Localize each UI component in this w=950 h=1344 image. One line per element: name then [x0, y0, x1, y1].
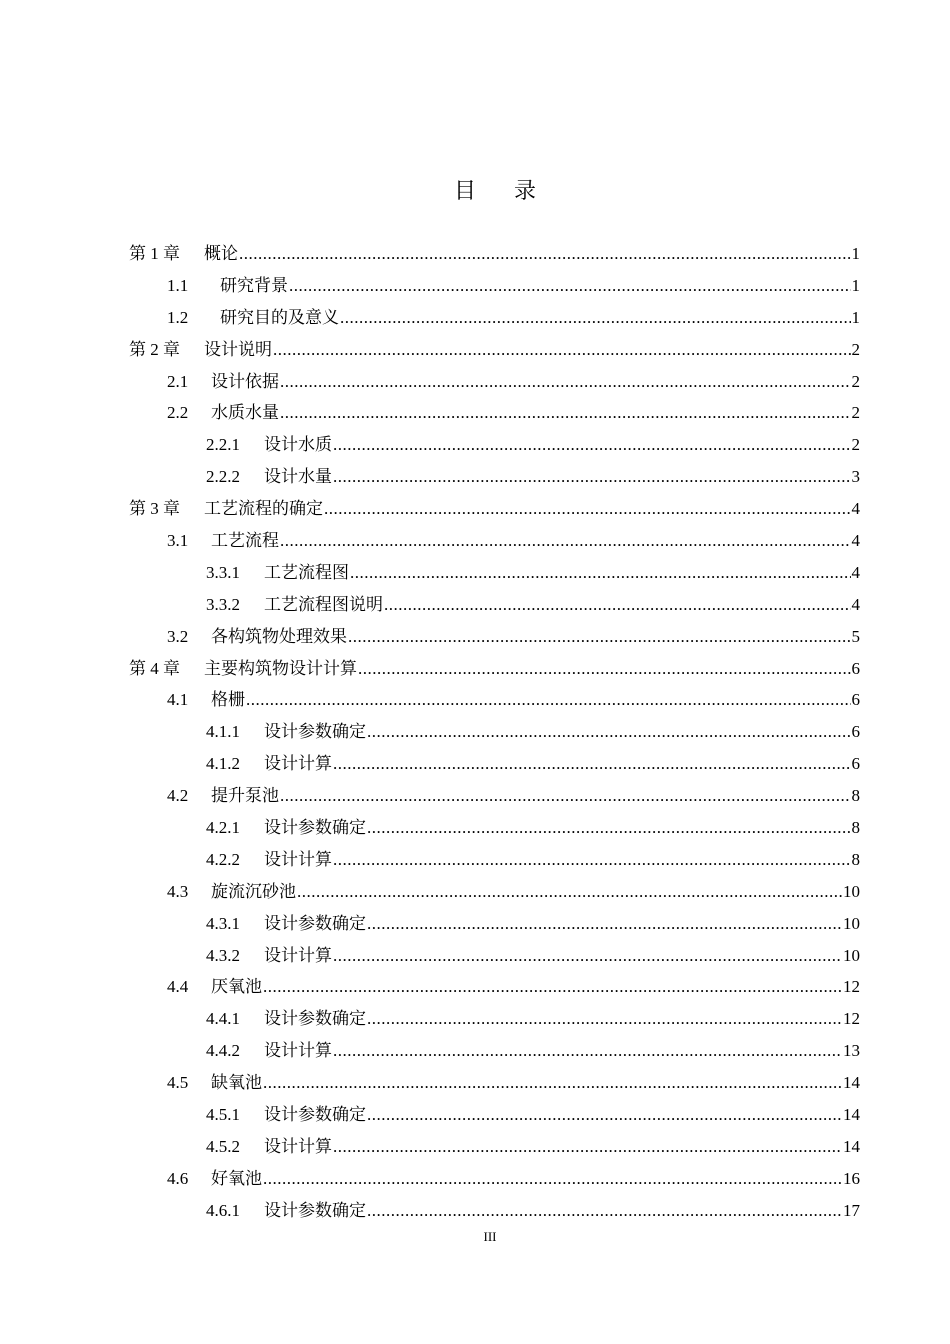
toc-entry-number: 4.5.1: [206, 1105, 240, 1125]
toc-entry-page: 10: [843, 881, 860, 901]
toc-entry[interactable]: [129, 844, 860, 876]
toc-dot-leader: [340, 302, 851, 334]
toc-entry-number: 4.5.2: [206, 1136, 240, 1156]
toc-entry-number: 第 4 章: [129, 658, 180, 678]
toc-dot-leader: [263, 1067, 842, 1099]
toc-dot-leader: [367, 716, 851, 748]
toc-entry-number: 第 1 章: [129, 244, 180, 263]
toc-entry-page: 6: [851, 690, 860, 710]
toc-entry[interactable]: [129, 557, 860, 589]
toc-dot-leader: [280, 525, 851, 557]
toc-dot-leader: [297, 876, 842, 908]
toc-entry-title: 设计参数确定: [264, 1009, 366, 1029]
toc-entry-page: 8: [851, 786, 860, 806]
toc-entry[interactable]: [129, 1099, 860, 1131]
toc-entry[interactable]: [129, 812, 860, 844]
toc-entry-title: 研究目的及意义: [220, 307, 339, 327]
page-title: [0, 174, 950, 208]
toc-entry[interactable]: [129, 493, 860, 525]
toc-entry-page: 6: [851, 658, 860, 678]
toc-entry-title: 设计水质: [264, 435, 332, 455]
toc-entry-page: 8: [851, 849, 860, 869]
toc-dot-leader: [239, 238, 851, 270]
toc-entry-title: 旋流沉砂池: [211, 881, 296, 901]
toc-entry-title: 设计参数确定: [264, 818, 366, 838]
toc-entry-title: 设计参数确定: [264, 913, 366, 933]
toc-entry-title: 提升泵池: [211, 786, 279, 806]
toc-entry-title: 设计计算: [264, 1041, 332, 1061]
toc-entry-title: 设计参数确定: [264, 1200, 366, 1220]
toc-entry-page: 12: [843, 1009, 860, 1029]
toc-entry[interactable]: [129, 1067, 860, 1099]
toc-entry[interactable]: [129, 1035, 860, 1067]
toc-entry-number: 4.3.2: [206, 945, 240, 965]
toc-entry-title: 设计计算: [264, 849, 332, 869]
toc-entry-number: 4.2.1: [206, 818, 240, 838]
toc-entry[interactable]: [129, 716, 860, 748]
toc-entry-page: 14: [843, 1136, 860, 1156]
toc-entry-number: 4.6.1: [206, 1200, 240, 1220]
toc-entry[interactable]: [129, 1131, 860, 1163]
toc-entry-title: 缺氧池: [211, 1073, 262, 1093]
toc-entry[interactable]: [129, 397, 860, 429]
toc-entry[interactable]: [129, 876, 860, 908]
toc-entry-number: 4.2: [167, 786, 189, 806]
toc-entry-title: 厌氧池: [211, 977, 262, 997]
toc-entry[interactable]: [129, 621, 860, 653]
toc-entry-title: 设计参数确定: [264, 722, 366, 742]
toc-entry-number: 第 3 章: [129, 499, 180, 519]
toc-entry[interactable]: [129, 653, 860, 685]
toc-entry[interactable]: [129, 1003, 860, 1035]
toc-entry-title: 研究背景: [220, 275, 288, 295]
toc-entry-number: 第 2 章: [129, 339, 180, 359]
toc-entry-number: 4.3.1: [206, 913, 240, 933]
toc-entry-number: 4.4: [167, 977, 189, 997]
toc-entry-title: 设计说明: [204, 339, 272, 359]
toc-entry-number: 2.2.2: [206, 467, 240, 487]
toc-entry-page: 4: [851, 499, 860, 519]
toc-entry[interactable]: [129, 748, 860, 780]
page-number: III: [483, 1229, 497, 1244]
toc-dot-leader: [333, 429, 851, 461]
toc-entry-page: 2: [851, 339, 860, 359]
toc-entry-page: 17: [843, 1200, 860, 1220]
toc-dot-leader: [367, 908, 842, 940]
toc-entry-number: 4.4.1: [206, 1009, 240, 1029]
toc-entry-page: 2: [851, 435, 860, 455]
toc-dot-leader: [280, 780, 851, 812]
toc-entry-title: 工艺流程图: [264, 562, 349, 582]
toc-entry-page: 14: [843, 1105, 860, 1125]
toc-entry-title: 格栅: [211, 690, 245, 710]
toc-entry-number: 3.3.2: [206, 594, 240, 614]
page-title-char: 录: [514, 178, 537, 203]
toc-dot-leader: [263, 1163, 842, 1195]
toc-entry[interactable]: [129, 684, 860, 716]
toc-entry-number: 2.2.1: [206, 435, 240, 455]
toc-entry-page: 8: [851, 818, 860, 838]
toc-dot-leader: [358, 653, 851, 685]
toc-dot-leader: [289, 270, 851, 302]
toc-dot-leader: [280, 397, 851, 429]
toc-dot-leader: [367, 1195, 842, 1227]
toc-entry-title: 水质水量: [211, 403, 279, 423]
toc-entry-page: 12: [843, 977, 860, 997]
toc-entry[interactable]: [129, 780, 860, 812]
toc-entry[interactable]: [129, 366, 860, 398]
toc-entry-number: 4.2.2: [206, 849, 240, 869]
toc-dot-leader: [333, 940, 842, 972]
toc-dot-leader: [333, 844, 851, 876]
toc-entry-page: 1: [851, 244, 860, 263]
toc-entry-title: 概论: [204, 244, 238, 263]
toc-entry-page: 1: [851, 307, 860, 327]
toc-entry-number: 4.1: [167, 690, 189, 710]
toc-entry-page: 6: [851, 722, 860, 742]
toc-entry-page: 4: [851, 531, 860, 551]
page-title-char: 目: [453, 178, 476, 203]
toc-dot-leader: [263, 971, 842, 1003]
toc-entry[interactable]: [129, 1163, 860, 1195]
toc-entry-title: 工艺流程: [211, 531, 279, 551]
toc-entry-title: 好氧池: [211, 1168, 262, 1188]
toc-entry-page: 4: [851, 562, 860, 582]
toc-entry-number: 1.1: [167, 275, 189, 295]
toc-entry-number: 4.4.2: [206, 1041, 240, 1061]
toc-dot-leader: [246, 684, 851, 716]
toc-dot-leader: [280, 366, 851, 398]
toc-dot-leader: [367, 1003, 842, 1035]
toc-entry-page: 2: [851, 371, 860, 391]
toc-entry-number: 4.1.1: [206, 722, 240, 742]
toc-entry-page: 10: [843, 945, 860, 965]
toc-entry-title: 设计水量: [264, 467, 332, 487]
toc-entry[interactable]: [129, 238, 860, 270]
table-of-contents: [129, 238, 860, 1227]
toc-entry-title: 主要构筑物设计计算: [204, 658, 357, 678]
toc-entry[interactable]: [129, 1195, 860, 1227]
toc-entry-page: 2: [851, 403, 860, 423]
toc-entry[interactable]: [129, 461, 860, 493]
toc-entry-page: 4: [851, 594, 860, 614]
toc-entry[interactable]: [129, 270, 860, 302]
toc-dot-leader: [333, 748, 851, 780]
toc-entry[interactable]: [129, 971, 860, 1003]
toc-entry-page: 1: [851, 275, 860, 295]
toc-entry-title: 设计计算: [264, 945, 332, 965]
toc-entry-page: 14: [843, 1073, 860, 1093]
toc-entry[interactable]: [129, 589, 860, 621]
toc-dot-leader: [350, 557, 851, 589]
toc-dot-leader: [384, 589, 851, 621]
toc-entry-number: 3.3.1: [206, 562, 240, 582]
toc-dot-leader: [333, 1131, 842, 1163]
toc-dot-leader: [367, 1099, 842, 1131]
toc-entry[interactable]: [129, 940, 860, 972]
toc-entry-number: 2.2: [167, 403, 189, 423]
toc-entry-page: 16: [843, 1168, 860, 1188]
toc-entry-number: 4.5: [167, 1073, 189, 1093]
toc-entry-number: 4.6: [167, 1168, 189, 1188]
toc-entry-number: 1.2: [167, 307, 189, 327]
toc-entry-page: 13: [843, 1041, 860, 1061]
toc-entry[interactable]: [129, 334, 860, 366]
toc-entry[interactable]: [129, 302, 860, 334]
toc-entry-number: 2.1: [167, 371, 189, 391]
toc-dot-leader: [333, 1035, 842, 1067]
toc-entry-page: 5: [851, 626, 860, 646]
toc-entry-title: 设计计算: [264, 1136, 332, 1156]
toc-entry-page: 3: [851, 467, 860, 487]
toc-entry-title: 设计计算: [264, 754, 332, 774]
toc-dot-leader: [333, 461, 851, 493]
toc-dot-leader: [348, 621, 851, 653]
toc-entry-title: 各构筑物处理效果: [211, 626, 347, 646]
toc-entry-page: 10: [843, 913, 860, 933]
toc-entry-number: 3.1: [167, 531, 189, 551]
toc-entry-title: 设计依据: [211, 371, 279, 391]
toc-entry-number: 4.3: [167, 881, 189, 901]
toc-entry[interactable]: [129, 525, 860, 557]
toc-entry[interactable]: [129, 908, 860, 940]
toc-entry-title: 工艺流程的确定: [204, 499, 323, 519]
toc-dot-leader: [367, 812, 851, 844]
toc-dot-leader: [273, 334, 851, 366]
toc-entry-title: 设计参数确定: [264, 1105, 366, 1125]
toc-entry[interactable]: [129, 429, 860, 461]
toc-dot-leader: [324, 493, 851, 525]
toc-entry-number: 3.2: [167, 626, 189, 646]
toc-entry-page: 6: [851, 754, 860, 774]
toc-entry-number: 4.1.2: [206, 754, 240, 774]
toc-entry-title: 工艺流程图说明: [264, 594, 383, 614]
